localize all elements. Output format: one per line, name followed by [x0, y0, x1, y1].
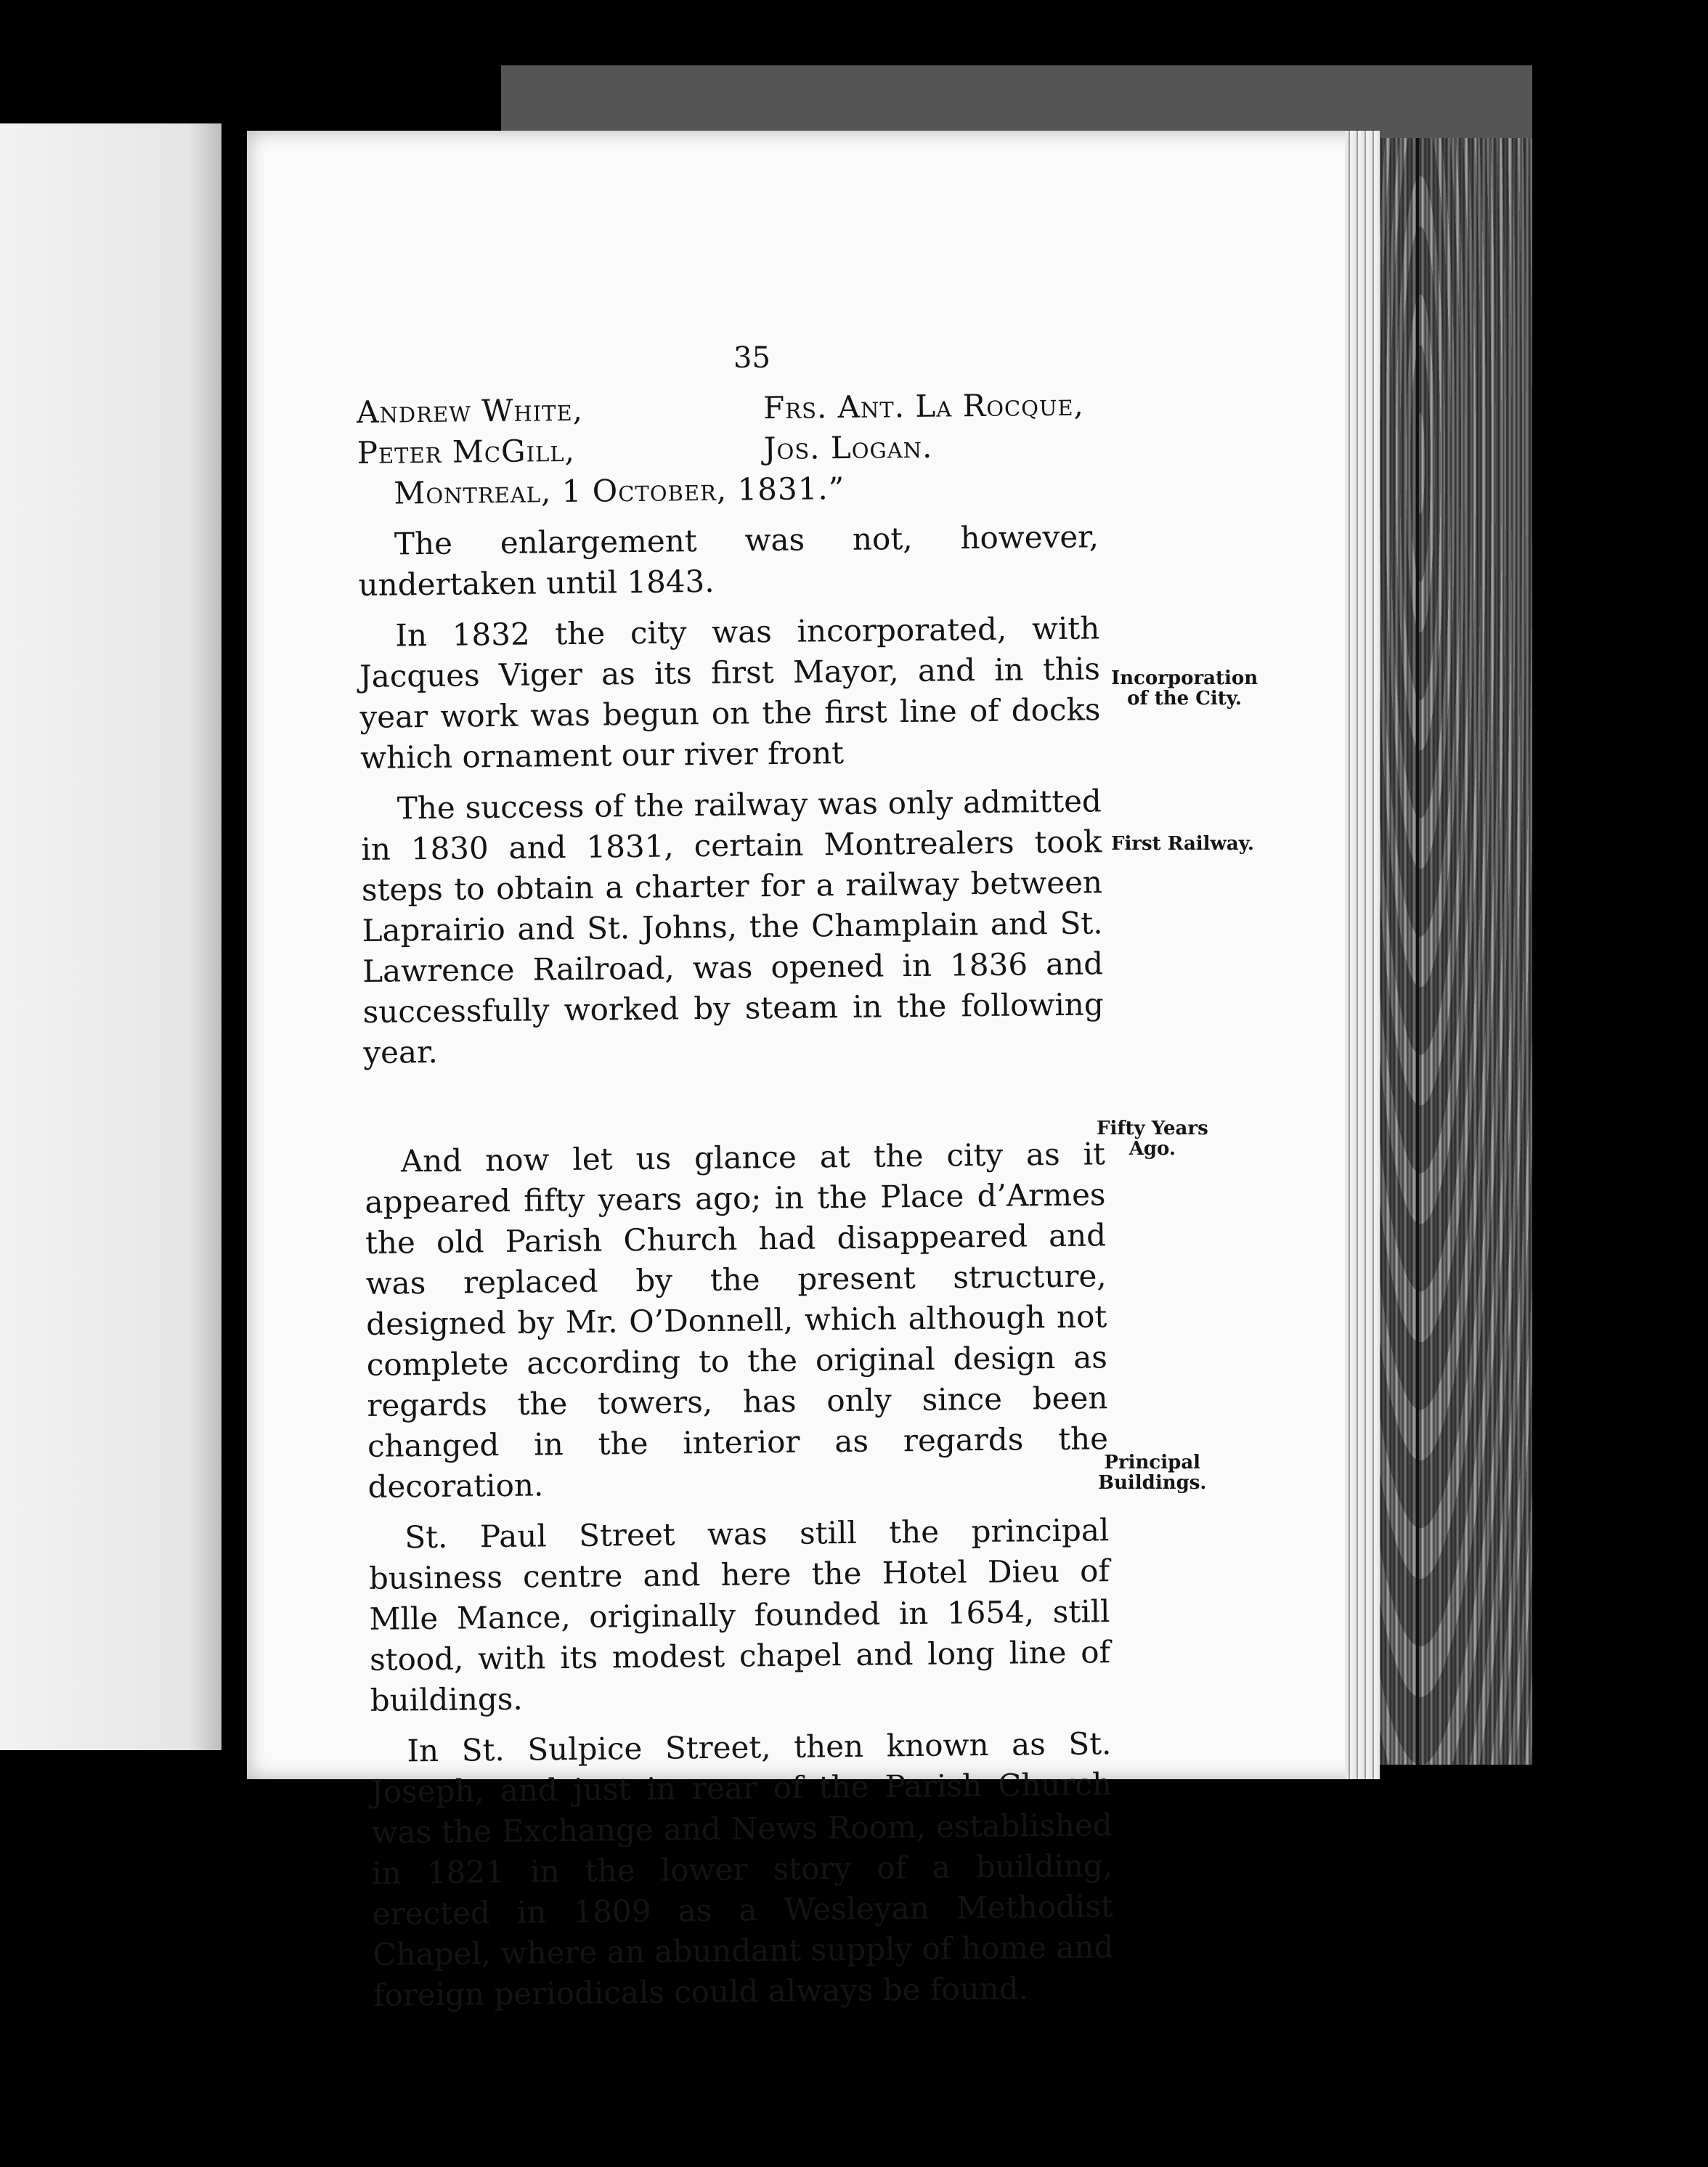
- paragraph: In St. Sulpice Street, then known as St. Joseph, and just in rear of the Parish Church was the Exchange and News Room, established in 1821 in the lower story of a building, erected in 1809 as a Wesleyan Methodist Chapel, where an abundant supply of home and foreign periodicals could always be found.: [370, 1725, 1114, 2013]
- marbled-edge-pattern: [1372, 138, 1532, 1765]
- edge-dark-line: [1416, 138, 1419, 1765]
- sidenote-line: of the City.: [1127, 688, 1242, 710]
- sidenote-incorporation: [1111, 668, 1258, 709]
- signature-name: Frs. Ant. La Rocque,: [762, 386, 1085, 426]
- book-fore-edge: [1372, 138, 1532, 1765]
- sidenote-line: Buildings.: [1098, 1472, 1207, 1494]
- facing-page: [0, 123, 221, 1750]
- signature-block: [357, 383, 1258, 473]
- signature-column-right: [763, 384, 1127, 469]
- paragraph: In 1832 the city was incorporated, with Jacques Viger as its first Mayor, and in this year work was begun on the first line of docks which ornament our river front: [359, 610, 1101, 776]
- sidenote-line: Fifty Years: [1097, 1118, 1208, 1139]
- sidenote-fifty-years: [1097, 1118, 1208, 1159]
- sidenote-line: Incorporation: [1111, 667, 1258, 689]
- signature-name: Peter McGill,: [357, 432, 576, 471]
- paragraph: The enlargement was not, however, undertaken until 1843.: [358, 519, 1099, 603]
- page-edge-lines: [1345, 131, 1380, 1779]
- sidenote-first-railway: [1111, 834, 1254, 854]
- paragraph: The success of the railway was only admitted in 1830 and 1831, certain Montrealers took steps to obtain a charter for a railway between Laprairio and St. Johns, the Champlain and St. Lawrence Railroad, was opened in 1836 and successfully worked by steam in the following year.: [361, 783, 1104, 1070]
- paragraph: St. Paul Street was still the principal business centre and here the Hotel Dieu of Mlle Mance, originally founded in 1654, still stood, with its modest chapel and long line of buildings.: [368, 1512, 1111, 1718]
- page-body: [356, 325, 1274, 2016]
- signature-name: Andrew White,: [356, 391, 584, 430]
- sidenote-line: Principal: [1104, 1452, 1201, 1473]
- signature-name: Jos. Logan.: [763, 428, 933, 467]
- date-line: Montreal, 1 October, 1831.”: [394, 470, 845, 511]
- sidenote-principal-buildings: [1098, 1452, 1206, 1493]
- paragraph: And now let us glance at the city as it appeared fifty years ago; in the Place d’Armes the old Parish Church had disappeared and was replaced by the present structure, designed by Mr. O’Donnell, which although not complete according to the original design as regards the towers, has only since been changed in the interior as regards the decoration.: [365, 1136, 1109, 1505]
- sidenote-line: First Railway.: [1111, 833, 1254, 855]
- sidenote-line: Ago.: [1128, 1138, 1176, 1160]
- page-number: 35: [733, 341, 770, 375]
- signature-column-left: [357, 388, 764, 473]
